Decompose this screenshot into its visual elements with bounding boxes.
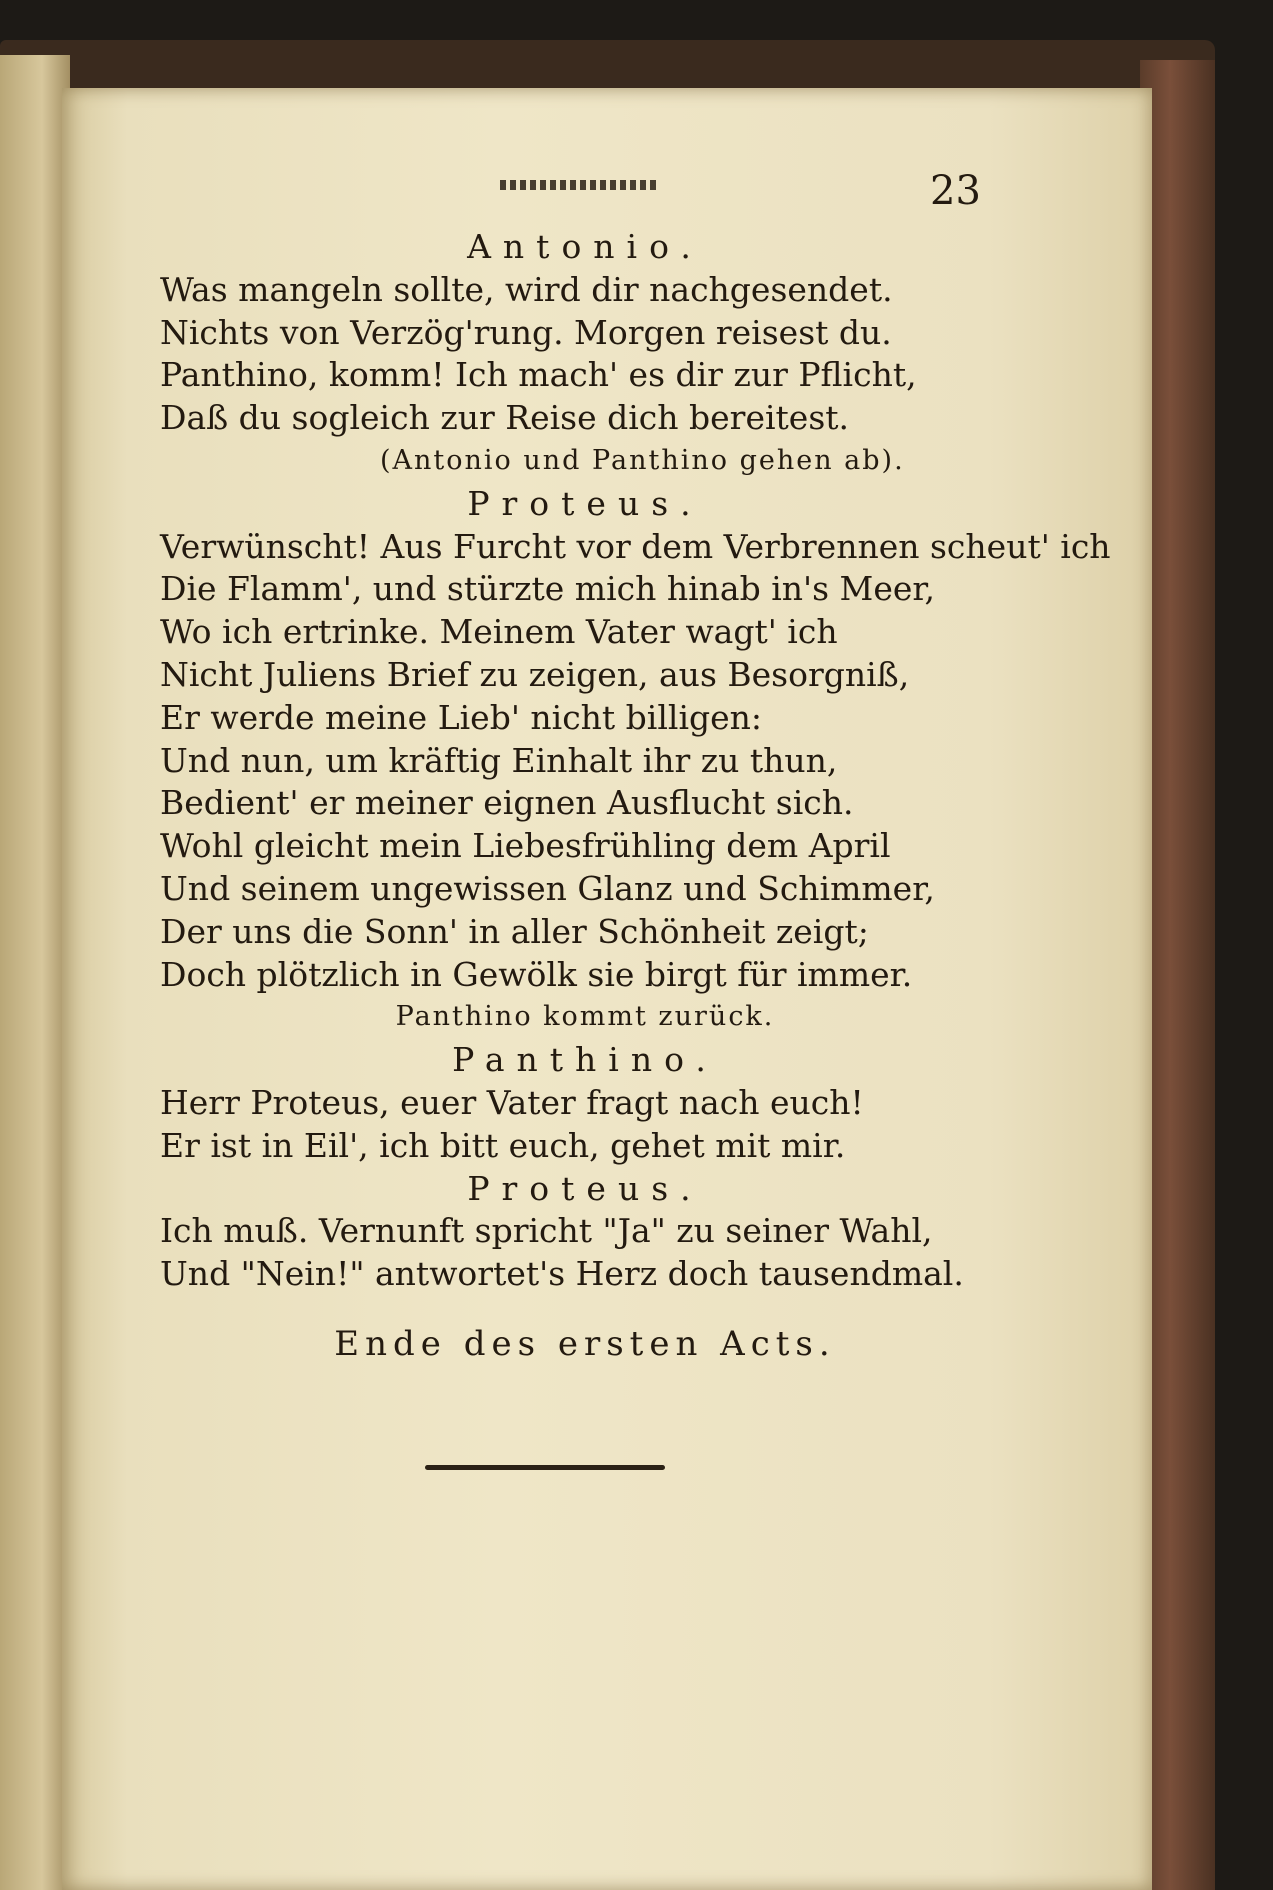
verse-line: Nichts von Verzög'rung. Morgen reisest du. [160,312,892,352]
verse-line: Verwünscht! Aus Furcht vor dem Verbrennen scheut' ich [160,526,1111,566]
verse-line: Ich muß. Vernunft spricht "Ja" zu seiner Wahl, [160,1211,933,1251]
verse-line: Und "Nein!" antwortet's Herz doch tausendmal. [160,1254,964,1294]
verse-line: Und nun, um kräftig Einhalt ihr zu thun, [160,740,838,780]
act-ending: Ende des ersten Acts. [334,1323,836,1364]
verse-line: Wo ich ertrinke. Meinem Vater wagt' ich [160,612,838,652]
left-page-edge [0,55,70,1890]
page-text [160,226,1111,1374]
speaker-name: Antonio. [467,227,703,266]
stage-direction: Panthino kommt zurück. [395,1001,775,1033]
speaker-name: Panthino. [452,1040,718,1080]
verse-line: Wohl gleicht mein Liebesfrühling dem April [160,826,891,866]
verse-line: Herr Proteus, euer Vater fragt nach euch! [160,1082,864,1122]
page-number: 23 [930,168,981,214]
verse-line: Panthino, komm! Ich mach' es dir zur Pflicht, [160,355,917,395]
verse-line: Daß du sogleich zur Reise dich bereitest. [160,398,850,438]
header-ornament [500,180,660,190]
verse-line: Er ist in Eil', ich bitt euch, gehet mit mir. [160,1125,846,1165]
verse-line: Bedient' er meiner eignen Ausflucht sich. [160,783,854,823]
verse-line: Und seinem ungewissen Glanz und Schimmer, [160,868,935,908]
verse-line: Nicht Juliens Brief zu zeigen, aus Besorgniß, [160,654,910,694]
stage-direction: (Antonio und Panthino gehen ab). [380,444,905,476]
verse-line: Der uns die Sonn' in aller Schönheit zeigt; [160,911,869,951]
verse-line: Die Flamm', und stürzte mich hinab in's Meer, [160,569,936,609]
speaker-name: Proteus. [467,1168,703,1208]
verse-line: Was mangeln sollte, wird dir nachgesendet. [160,269,893,309]
verse-line: Er werde meine Lieb' nicht billigen: [160,697,763,737]
speaker-name: Proteus. [467,483,703,523]
verse-line: Doch plötzlich in Gewölk sie birgt für immer. [160,954,913,994]
closing-rule [425,1465,665,1470]
